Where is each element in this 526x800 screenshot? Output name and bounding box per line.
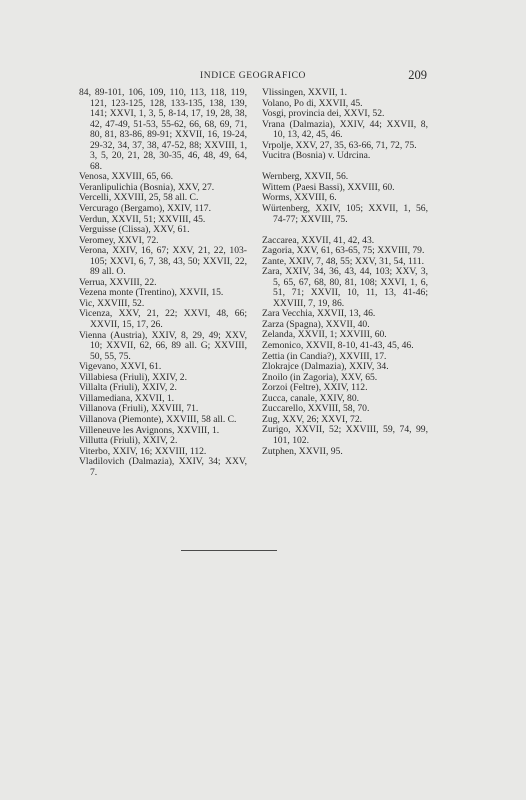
index-entry: Vucitra (Bosnia) v. Udrcina.: [262, 150, 371, 162]
running-header: INDICE GEOGRAFICO: [200, 71, 306, 81]
index-entry: Zug, XXV, 26; XXVI, 72.: [262, 413, 363, 425]
index-entry: Vosgi, provincia dei, XXVI, 52.: [262, 108, 385, 120]
index-entry: Zemonico, XXVII, 8-10, 41-43, 45, 46.: [262, 340, 414, 352]
index-entry: Wittem (Paesi Bassi), XXVIII, 60.: [262, 181, 395, 193]
index-entry: Veranlipulichia (Bosnia), XXV, 27.: [79, 181, 215, 193]
index-entry: Wernberg, XXVII, 56.: [262, 171, 349, 183]
index-entry: Vladilovich (Dalmazia), XXIV, 34; XXV, 7.: [79, 456, 247, 478]
index-entry: Vrpolje, XXV, 27, 35, 63-66, 71, 72, 75.: [262, 139, 417, 151]
index-entry: Vezena monte (Trentino), XXVII, 15.: [79, 287, 224, 299]
index-entry: Würtenberg, XXIV, 105; XXVII, 1, 56, 74-77; XXVIII, 75.: [262, 202, 428, 225]
index-entry: Zelanda, XXVII, 1; XXVIII, 60.: [262, 329, 387, 341]
index-entry: 84, 89-101, 106, 109, 110, 113, 118, 119, 121, 123-125, 128, 133-135, 138, 139, 141; XXVI, 1, 3, 5, 8-14, 17, 19, 28, 38, 42, 47-49, 51-53, 55-62, 66, 68, 69, 71, 80, 81, 83-86, 89-91; XXVII, 16, 19-24, 29-32, 34, 37, 38, 47-52, 88; XXVIII, 1, 3, 5, 20, 21, 28, 30-35, 46, 48, 49, 64, 68.: [79, 87, 247, 172]
index-entry: Villanova (Piemonte), XXVIII, 58 all. C.: [79, 413, 237, 425]
index-entry: Zante, XXIV, 7, 48, 55; XXV, 31, 54, 111.: [262, 255, 425, 267]
index-entry: Vienna (Austria), XXIV, 8, 29, 49; XXV, 10; XXVII, 62, 66, 89 all. G; XXVIII, 50, 55, 75.: [79, 329, 247, 362]
index-entry: Villabiesa (Friuli), XXIV, 2.: [79, 371, 187, 383]
index-entry: Zara Vecchia, XXVII, 13, 46.: [262, 308, 376, 320]
index-entry: Vercelli, XXVIII, 25, 58 all. C.: [79, 192, 199, 204]
index-entry: Viterbo, XXIV, 16; XXVIII, 112.: [79, 445, 207, 457]
index-entry: Villeneuve les Avignons, XXVIII, 1.: [79, 424, 220, 436]
index-entry: Zettia (in Candia?), XXVIII, 17.: [262, 350, 387, 362]
index-entry: Znoilo (in Zagoria), XXV, 65.: [262, 371, 378, 383]
index-entry: Vercurago (Bergamo), XXIV, 117.: [79, 203, 211, 215]
index-entry: Volano, Po di, XXVII, 45.: [262, 97, 363, 109]
index-entry: Vlissingen, XXVII, 1.: [262, 87, 348, 98]
index-entry: Zarza (Spagna), XXVII, 40.: [262, 318, 370, 330]
end-rule-divider: [181, 550, 277, 551]
index-entry: Zuccarello, XXVIII, 58, 70.: [262, 403, 370, 415]
index-entry: Verrua, XXVIII, 22.: [79, 276, 157, 288]
index-entry: Zaccarea, XXVII, 41, 42, 43.: [262, 234, 375, 246]
page-number: 209: [408, 68, 427, 82]
index-entry: Vrana (Dalmazia), XXIV, 44; XXVII, 8, 10, 13, 42, 45, 46.: [262, 118, 428, 141]
index-entry: Verona, XXIV, 16, 67; XXV, 21, 22, 103-105; XXVI, 6, 7, 38, 43, 50; XXVII, 22, 89 all. O.: [79, 245, 247, 278]
index-entry: Worms, XXVIII, 6.: [262, 192, 337, 204]
index-entry: Villutta (Friuli), XXIV, 2.: [79, 435, 178, 447]
index-entry: Villanova (Friuli), XXVIII, 71.: [79, 403, 199, 415]
index-entry: Zutphen, XXVII, 95.: [262, 445, 343, 457]
index-entry: Zagoria, XXV, 61, 63-65, 75; XXVIII, 79.: [262, 245, 425, 257]
index-entry: Zurigo, XXVII, 52; XXVIII, 59, 74, 99, 101, 102.: [262, 424, 428, 446]
index-entry: Verguisse (Clissa), XXV, 61.: [79, 224, 190, 236]
index-column-right: [262, 88, 428, 457]
index-entry: Villamediana, XXVII, 1.: [79, 392, 175, 404]
index-entry: Venosa, XXVIII, 65, 66.: [79, 171, 174, 183]
index-entry: Vigevano, XXVI, 61.: [79, 361, 162, 373]
index-entry: Zorzoi (Feltre), XXIV, 112.: [262, 382, 368, 394]
index-entry: Villalta (Friuli), XXIV, 2.: [79, 382, 177, 394]
index-entry: Zucca, canale, XXIV, 80.: [262, 392, 360, 404]
index-entry: Verdun, XXVII, 51; XXVIII, 45.: [79, 213, 206, 225]
index-entry: Zlokrajce (Dalmazia), XXIV, 34.: [262, 361, 389, 373]
index-entry: Vicenza, XXV, 21, 22; XXVI, 48, 66; XXVII, 15, 17, 26.: [79, 308, 247, 331]
index-entry: Zara, XXIV, 34, 36, 43, 44, 103; XXV, 3, 5, 65, 67, 68, 80, 81, 108; XXVI, 1, 6, 51, 71; XXVII, 10, 11, 13, 41-46; XXVIII, 7, 19, 86.: [262, 266, 428, 309]
index-column-left: [79, 88, 247, 478]
index-entry: Veromey, XXVI, 72.: [79, 234, 159, 246]
index-entry: Vic, XXVIII, 52.: [79, 297, 145, 309]
section-gap: [262, 225, 428, 236]
